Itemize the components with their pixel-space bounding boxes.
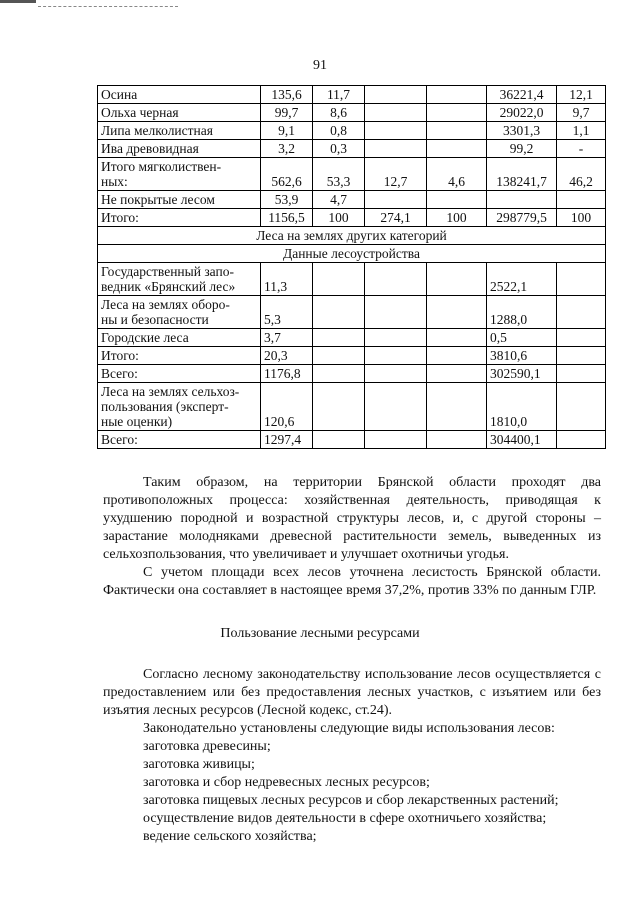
value-cell: 12,7 — [365, 158, 427, 191]
species-cell: Липа мелколистная — [98, 122, 261, 140]
empty-cell — [365, 329, 427, 347]
value-cell: 3,2 — [261, 140, 313, 158]
value-cell: 298779,5 — [487, 209, 557, 227]
value-cell — [365, 140, 427, 158]
species-cell: Осина — [98, 86, 261, 104]
empty-cell — [365, 263, 427, 296]
table-row — [98, 104, 606, 122]
category-cell: Всего: — [98, 431, 261, 449]
section-heading: Пользование лесными ресурсами — [220, 626, 420, 641]
empty-cell — [365, 431, 427, 449]
paragraph: С учетом площади всех лесов уточнена лесистость Брянской области. Фактически она составляет в настоящее время 37,2%, против 33% по данным ГЛР. — [103, 565, 601, 598]
empty-cell — [557, 296, 606, 329]
value-cell: 1,1 — [557, 122, 606, 140]
value-cell — [365, 122, 427, 140]
value-cell: 99,7 — [261, 104, 313, 122]
empty-cell — [557, 383, 606, 431]
empty-cell — [313, 296, 365, 329]
empty-cell — [557, 347, 606, 365]
value-cell: 100 — [427, 209, 487, 227]
species-cell: Ольха черная — [98, 104, 261, 122]
empty-cell — [427, 329, 487, 347]
empty-cell — [313, 383, 365, 431]
value-cell: 2522,1 — [487, 263, 557, 296]
value-cell: 1156,5 — [261, 209, 313, 227]
value-cell: 53,9 — [261, 191, 313, 209]
table-row — [98, 431, 606, 449]
value-cell: 1176,8 — [261, 365, 313, 383]
empty-cell — [427, 431, 487, 449]
value-cell: 1288,0 — [487, 296, 557, 329]
value-cell: 46,2 — [557, 158, 606, 191]
list-item: осуществление видов деятельности в сфере охотничьего хозяйства; — [143, 811, 547, 826]
empty-cell — [557, 365, 606, 383]
paragraph: Согласно лесному законодательству использование лесов осуществляется с предоставлением или без предоставления лесных участков, с изъятием или без изъятия лесных ресурсов (Лесной кодекс, ст.24). — [103, 667, 601, 718]
paragraph: Таким образом, на территории Брянской области проходят два противоположных процесса: хозяйственная деятельность, приводящая к ухудшению породной и возрастной структуры лесов, и, с другой стороны – зарастание молодняками древесной растительности земель, выведенных из сельхозпользования, что увеличивает и улучшает охотничьи угодья. — [103, 475, 601, 562]
list-item: заготовка и сбор недревесных лесных ресурсов; — [143, 775, 430, 790]
table-row — [98, 140, 606, 158]
value-cell: 29022,0 — [487, 104, 557, 122]
empty-cell — [313, 365, 365, 383]
empty-cell — [365, 365, 427, 383]
species-cell: Ива древовидная — [98, 140, 261, 158]
table-row — [98, 296, 606, 329]
value-cell: 302590,1 — [487, 365, 557, 383]
value-cell — [427, 140, 487, 158]
value-cell: 12,1 — [557, 86, 606, 104]
value-cell: 1297,4 — [261, 431, 313, 449]
body-text-block-2 — [103, 666, 601, 846]
value-cell: 1810,0 — [487, 383, 557, 431]
value-cell: 3,7 — [261, 329, 313, 347]
value-cell: 0,5 — [487, 329, 557, 347]
value-cell — [427, 122, 487, 140]
category-cell: Городские леса — [98, 329, 261, 347]
value-cell: 36221,4 — [487, 86, 557, 104]
forest-data-table — [97, 85, 606, 449]
empty-cell — [557, 329, 606, 347]
value-cell: - — [557, 140, 606, 158]
section-subheader: Данные лесоустройства — [98, 245, 606, 263]
value-cell: 274,1 — [365, 209, 427, 227]
table-row — [98, 365, 606, 383]
value-cell: 3301,3 — [487, 122, 557, 140]
value-cell: 99,2 — [487, 140, 557, 158]
value-cell: 135,6 — [261, 86, 313, 104]
value-cell: 9,7 — [557, 104, 606, 122]
value-cell: 562,6 — [261, 158, 313, 191]
empty-cell — [313, 329, 365, 347]
value-cell — [365, 191, 427, 209]
category-cell: Государственный запо- ведник «Брянский лес» — [98, 263, 261, 296]
page-number: 91 — [313, 58, 327, 73]
empty-cell — [427, 365, 487, 383]
value-cell: 3810,6 — [487, 347, 557, 365]
value-cell — [365, 104, 427, 122]
value-cell — [427, 191, 487, 209]
category-cell: Всего: — [98, 365, 261, 383]
value-cell: 9,1 — [261, 122, 313, 140]
value-cell: 100 — [557, 209, 606, 227]
list-item: заготовка пищевых лесных ресурсов и сбор лекарственных растений; — [143, 793, 559, 808]
list-item: заготовка живицы; — [143, 757, 255, 772]
list-item: ведение сельского хозяйства; — [143, 829, 317, 844]
scan-dashed-line — [38, 6, 178, 7]
category-cell: Леса на землях сельхоз- пользования (эксперт- ные оценки) — [98, 383, 261, 431]
value-cell: 11,7 — [313, 86, 365, 104]
empty-cell — [313, 347, 365, 365]
value-cell: 8,6 — [313, 104, 365, 122]
section-header: Леса на землях других категорий — [98, 227, 606, 245]
value-cell: 304400,1 — [487, 431, 557, 449]
empty-cell — [427, 347, 487, 365]
empty-cell — [427, 296, 487, 329]
empty-cell — [557, 431, 606, 449]
list-lead: Законодательно установлены следующие виды использования лесов: — [143, 721, 555, 736]
value-cell: 53,3 — [313, 158, 365, 191]
empty-cell — [365, 296, 427, 329]
species-cell: Итого мягколиствен- ных: — [98, 158, 261, 191]
value-cell — [487, 191, 557, 209]
table-row — [98, 209, 606, 227]
table-row — [98, 158, 606, 191]
empty-cell — [427, 383, 487, 431]
value-cell: 138241,7 — [487, 158, 557, 191]
value-cell: 20,3 — [261, 347, 313, 365]
value-cell: 5,3 — [261, 296, 313, 329]
table-row — [98, 329, 606, 347]
value-cell: 100 — [313, 209, 365, 227]
empty-cell — [557, 263, 606, 296]
table-row — [98, 263, 606, 296]
species-cell: Итого: — [98, 209, 261, 227]
table-row — [98, 383, 606, 431]
table-row — [98, 347, 606, 365]
value-cell: 4,7 — [313, 191, 365, 209]
value-cell — [557, 191, 606, 209]
category-cell: Леса на землях оборо- ны и безопасности — [98, 296, 261, 329]
empty-cell — [365, 347, 427, 365]
value-cell: 0,3 — [313, 140, 365, 158]
value-cell — [427, 104, 487, 122]
empty-cell — [427, 263, 487, 296]
table-row — [98, 86, 606, 104]
empty-cell — [313, 431, 365, 449]
value-cell: 0,8 — [313, 122, 365, 140]
scan-mark — [0, 0, 36, 3]
body-text-block-1 — [103, 474, 601, 600]
section-row — [98, 245, 606, 263]
empty-cell — [313, 263, 365, 296]
value-cell — [365, 86, 427, 104]
section-row — [98, 227, 606, 245]
species-cell: Не покрытые лесом — [98, 191, 261, 209]
value-cell: 120,6 — [261, 383, 313, 431]
empty-cell — [365, 383, 427, 431]
value-cell: 4,6 — [427, 158, 487, 191]
table-row — [98, 122, 606, 140]
value-cell — [427, 86, 487, 104]
value-cell: 11,3 — [261, 263, 313, 296]
list-item: заготовка древесины; — [143, 739, 271, 754]
category-cell: Итого: — [98, 347, 261, 365]
table-row — [98, 191, 606, 209]
